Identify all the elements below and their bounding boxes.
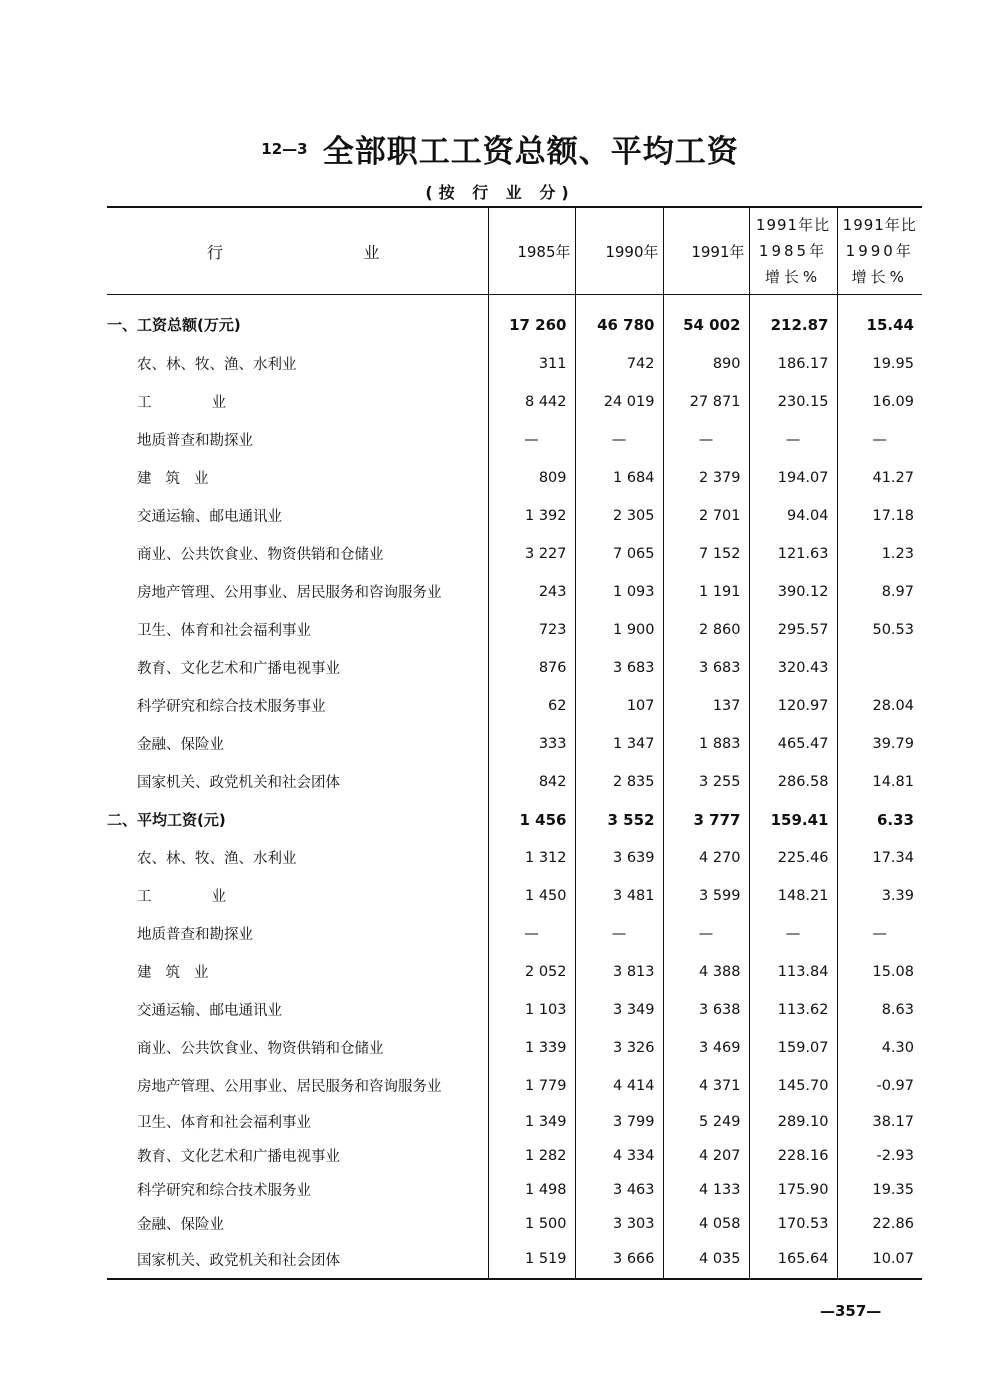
value-1985: 1 103 bbox=[488, 991, 575, 1029]
value-1985: 809 bbox=[488, 459, 575, 497]
industry-label-text: 地质普查和勘探业 bbox=[137, 433, 253, 449]
growth-vs-1985: 145.70 bbox=[749, 1067, 837, 1105]
value-1991: 4 133 bbox=[663, 1173, 749, 1207]
growth-vs-1990: 28.04 bbox=[837, 687, 922, 725]
value-1991: 27 871 bbox=[663, 383, 749, 421]
header-industry-part2: 业 bbox=[363, 242, 380, 262]
value-1991: 4 035 bbox=[663, 1241, 749, 1279]
growth-vs-1990: 19.35 bbox=[837, 1173, 922, 1207]
value-1991: 1 883 bbox=[663, 725, 749, 763]
value-1991: 2 379 bbox=[663, 459, 749, 497]
growth-vs-1985: 113.84 bbox=[749, 953, 837, 991]
value-1991: 4 371 bbox=[663, 1067, 749, 1105]
value-1985: 311 bbox=[488, 345, 575, 383]
growth-vs-1990: 17.34 bbox=[837, 839, 922, 877]
industry-label bbox=[107, 839, 488, 877]
value-1991: 890 bbox=[663, 345, 749, 383]
value-1985: 876 bbox=[488, 649, 575, 687]
value-1985: 8 442 bbox=[488, 383, 575, 421]
table-row bbox=[107, 1067, 922, 1105]
industry-label bbox=[107, 725, 488, 763]
value-1990: 46 780 bbox=[575, 295, 663, 345]
industry-label bbox=[107, 991, 488, 1029]
value-1985: 1 392 bbox=[488, 497, 575, 535]
table-row bbox=[107, 295, 922, 345]
header-growth-line: 增长% bbox=[764, 268, 822, 286]
table-row bbox=[107, 687, 922, 725]
industry-label-text: 工业 bbox=[137, 889, 286, 905]
table-row bbox=[107, 649, 922, 687]
value-1991: 3 683 bbox=[663, 649, 749, 687]
table-title: 全部职工工资总额、平均工资 bbox=[322, 134, 739, 170]
header-row bbox=[107, 207, 922, 295]
industry-label-text: 农、林、牧、渔、水利业 bbox=[137, 357, 297, 373]
table-row bbox=[107, 1029, 922, 1067]
value-1990: 107 bbox=[575, 687, 663, 725]
growth-vs-1990: 8.63 bbox=[837, 991, 922, 1029]
growth-vs-1990: 19.95 bbox=[837, 345, 922, 383]
value-1985: 1 519 bbox=[488, 1241, 575, 1279]
value-1985: 2 052 bbox=[488, 953, 575, 991]
growth-vs-1990: 15.44 bbox=[837, 295, 922, 345]
industry-label-text: 一、工资总额(万元) bbox=[107, 316, 241, 335]
industry-label bbox=[107, 1105, 488, 1139]
growth-vs-1985: 165.64 bbox=[749, 1241, 837, 1279]
industry-label-text: 工业 bbox=[137, 395, 286, 411]
industry-label-text: 二、平均工资(元) bbox=[107, 811, 226, 829]
header-growth-line: 增长% bbox=[851, 268, 908, 286]
growth-vs-1990: 16.09 bbox=[837, 383, 922, 421]
industry-label-text: 金融、保险业 bbox=[137, 737, 224, 753]
value-1990: 24 019 bbox=[575, 383, 663, 421]
growth-vs-1990: 4.30 bbox=[837, 1029, 922, 1067]
industry-label-text: 地质普查和勘探业 bbox=[137, 927, 253, 943]
growth-vs-1985: 113.62 bbox=[749, 991, 837, 1029]
industry-label bbox=[107, 687, 488, 725]
header-1985: 1985年 bbox=[488, 207, 575, 295]
industry-label bbox=[107, 573, 488, 611]
wage-table bbox=[107, 206, 922, 1280]
value-1991: 4 207 bbox=[663, 1139, 749, 1173]
industry-label-text: 教育、文化艺术和广播电视事业 bbox=[137, 661, 340, 677]
industry-label bbox=[107, 535, 488, 573]
industry-label bbox=[107, 1029, 488, 1067]
growth-vs-1990: -2.93 bbox=[837, 1139, 922, 1173]
industry-label-text: 科学研究和综合技术服务事业 bbox=[137, 699, 326, 715]
value-1985: 1 339 bbox=[488, 1029, 575, 1067]
industry-label-text: 交通运输、邮电通讯业 bbox=[137, 1003, 282, 1019]
value-1991: 3 599 bbox=[663, 877, 749, 915]
value-1990: 3 481 bbox=[575, 877, 663, 915]
growth-vs-1985: 390.12 bbox=[749, 573, 837, 611]
industry-label bbox=[107, 345, 488, 383]
header-growth-vs-1985 bbox=[749, 207, 837, 295]
industry-label bbox=[107, 383, 488, 421]
value-1985: 3 227 bbox=[488, 535, 575, 573]
header-1991: 1991年 bbox=[663, 207, 749, 295]
growth-vs-1990: 22.86 bbox=[837, 1207, 922, 1241]
value-1990: 7 065 bbox=[575, 535, 663, 573]
table-row bbox=[107, 915, 922, 953]
value-1985: 842 bbox=[488, 763, 575, 801]
value-1985: — bbox=[488, 421, 575, 459]
value-1990: 1 684 bbox=[575, 459, 663, 497]
value-1991: 2 860 bbox=[663, 611, 749, 649]
industry-label bbox=[107, 763, 488, 801]
table-row bbox=[107, 1207, 922, 1241]
value-1990: — bbox=[575, 421, 663, 459]
industry-label bbox=[107, 295, 488, 345]
value-1990: 3 813 bbox=[575, 953, 663, 991]
industry-label bbox=[107, 649, 488, 687]
value-1990: 1 347 bbox=[575, 725, 663, 763]
value-1991: 2 701 bbox=[663, 497, 749, 535]
header-industry bbox=[107, 207, 488, 295]
value-1991: 4 270 bbox=[663, 839, 749, 877]
growth-vs-1990: — bbox=[837, 915, 922, 953]
growth-vs-1990: 8.97 bbox=[837, 573, 922, 611]
header-growth-line: 1990年 bbox=[845, 242, 914, 260]
value-1991: — bbox=[663, 915, 749, 953]
growth-vs-1990: 38.17 bbox=[837, 1105, 922, 1139]
growth-vs-1985: 194.07 bbox=[749, 459, 837, 497]
industry-label bbox=[107, 953, 488, 991]
growth-vs-1985: 320.43 bbox=[749, 649, 837, 687]
value-1990: 1 900 bbox=[575, 611, 663, 649]
industry-label-text: 商业、公共饮食业、物资供销和仓储业 bbox=[137, 547, 384, 563]
growth-vs-1985: 228.16 bbox=[749, 1139, 837, 1173]
value-1991: 3 255 bbox=[663, 763, 749, 801]
value-1990: 3 639 bbox=[575, 839, 663, 877]
growth-vs-1990: 6.33 bbox=[837, 801, 922, 839]
growth-vs-1985: 230.15 bbox=[749, 383, 837, 421]
value-1990: 2 835 bbox=[575, 763, 663, 801]
value-1985: 333 bbox=[488, 725, 575, 763]
growth-vs-1985: 94.04 bbox=[749, 497, 837, 535]
value-1985: 1 498 bbox=[488, 1173, 575, 1207]
table-row bbox=[107, 535, 922, 573]
value-1990: 4 334 bbox=[575, 1139, 663, 1173]
table-subtitle: (按 行 业 分) bbox=[425, 183, 575, 202]
value-1985: 1 282 bbox=[488, 1139, 575, 1173]
industry-label-text: 房地产管理、公用事业、居民服务和咨询服务业 bbox=[137, 585, 442, 601]
value-1985: 1 500 bbox=[488, 1207, 575, 1241]
table-row bbox=[107, 497, 922, 535]
value-1985: 243 bbox=[488, 573, 575, 611]
value-1991: 3 777 bbox=[663, 801, 749, 839]
industry-label-text: 国家机关、政党机关和社会团体 bbox=[137, 775, 340, 791]
value-1990: 4 414 bbox=[575, 1067, 663, 1105]
table-row bbox=[107, 763, 922, 801]
industry-label-text: 建筑业 bbox=[137, 965, 223, 981]
table-body bbox=[107, 295, 922, 1279]
growth-vs-1985: 465.47 bbox=[749, 725, 837, 763]
industry-label bbox=[107, 801, 488, 839]
header-1990: 1990年 bbox=[575, 207, 663, 295]
value-1990: 2 305 bbox=[575, 497, 663, 535]
value-1990: 3 463 bbox=[575, 1173, 663, 1207]
value-1990: 3 683 bbox=[575, 649, 663, 687]
value-1985: 17 260 bbox=[488, 295, 575, 345]
value-1991: 5 249 bbox=[663, 1105, 749, 1139]
industry-label bbox=[107, 1139, 488, 1173]
table-row bbox=[107, 801, 922, 839]
header-growth-vs-1990 bbox=[837, 207, 922, 295]
industry-label-text: 建筑业 bbox=[137, 471, 223, 487]
value-1991: — bbox=[663, 421, 749, 459]
industry-label-text: 卫生、体育和社会福利事业 bbox=[137, 1115, 311, 1131]
growth-vs-1985: 159.07 bbox=[749, 1029, 837, 1067]
growth-vs-1985: — bbox=[749, 915, 837, 953]
growth-vs-1990: -0.97 bbox=[837, 1067, 922, 1105]
value-1990: 3 799 bbox=[575, 1105, 663, 1139]
industry-label bbox=[107, 877, 488, 915]
table-row bbox=[107, 1105, 922, 1139]
value-1985: 1 779 bbox=[488, 1067, 575, 1105]
growth-vs-1985: 186.17 bbox=[749, 345, 837, 383]
growth-vs-1985: 148.21 bbox=[749, 877, 837, 915]
header-growth-line: 1991年比 bbox=[842, 216, 917, 234]
growth-vs-1985: 289.10 bbox=[749, 1105, 837, 1139]
table-row bbox=[107, 991, 922, 1029]
value-1990: 1 093 bbox=[575, 573, 663, 611]
growth-vs-1990: — bbox=[837, 421, 922, 459]
table-row bbox=[107, 725, 922, 763]
value-1990: 3 349 bbox=[575, 991, 663, 1029]
value-1985: 62 bbox=[488, 687, 575, 725]
page-title bbox=[0, 126, 1000, 171]
table-row bbox=[107, 383, 922, 421]
growth-vs-1990 bbox=[837, 649, 922, 687]
growth-vs-1985: 159.41 bbox=[749, 801, 837, 839]
industry-label-text: 农、林、牧、渔、水利业 bbox=[137, 851, 297, 867]
table-row bbox=[107, 459, 922, 497]
industry-label bbox=[107, 497, 488, 535]
value-1991: 4 388 bbox=[663, 953, 749, 991]
table-row bbox=[107, 1173, 922, 1207]
growth-vs-1990: 1.23 bbox=[837, 535, 922, 573]
value-1990: 3 666 bbox=[575, 1241, 663, 1279]
value-1991: 3 469 bbox=[663, 1029, 749, 1067]
value-1990: 3 552 bbox=[575, 801, 663, 839]
growth-vs-1990: 10.07 bbox=[837, 1241, 922, 1279]
growth-vs-1985: 175.90 bbox=[749, 1173, 837, 1207]
industry-label bbox=[107, 611, 488, 649]
growth-vs-1990: 15.08 bbox=[837, 953, 922, 991]
table-row bbox=[107, 345, 922, 383]
growth-vs-1990: 14.81 bbox=[837, 763, 922, 801]
value-1985: 1 349 bbox=[488, 1105, 575, 1139]
value-1990: 3 303 bbox=[575, 1207, 663, 1241]
growth-vs-1985: 295.57 bbox=[749, 611, 837, 649]
industry-label-text: 金融、保险业 bbox=[137, 1217, 224, 1233]
table-row bbox=[107, 573, 922, 611]
industry-label-text: 房地产管理、公用事业、居民服务和咨询服务业 bbox=[137, 1079, 442, 1095]
growth-vs-1985: 225.46 bbox=[749, 839, 837, 877]
industry-label bbox=[107, 1173, 488, 1207]
table-row bbox=[107, 1139, 922, 1173]
industry-label-text: 教育、文化艺术和广播电视事业 bbox=[137, 1149, 340, 1165]
value-1991: 1 191 bbox=[663, 573, 749, 611]
growth-vs-1990: 39.79 bbox=[837, 725, 922, 763]
industry-label bbox=[107, 459, 488, 497]
growth-vs-1990: 17.18 bbox=[837, 497, 922, 535]
industry-label bbox=[107, 915, 488, 953]
value-1990: — bbox=[575, 915, 663, 953]
table-row bbox=[107, 421, 922, 459]
industry-label bbox=[107, 1207, 488, 1241]
industry-label bbox=[107, 1067, 488, 1105]
value-1991: 4 058 bbox=[663, 1207, 749, 1241]
value-1985: — bbox=[488, 915, 575, 953]
value-1985: 1 450 bbox=[488, 877, 575, 915]
value-1991: 3 638 bbox=[663, 991, 749, 1029]
table-row bbox=[107, 611, 922, 649]
industry-label bbox=[107, 1241, 488, 1279]
industry-label-text: 科学研究和综合技术服务业 bbox=[137, 1183, 311, 1199]
growth-vs-1985: 121.63 bbox=[749, 535, 837, 573]
table-row bbox=[107, 877, 922, 915]
value-1985: 723 bbox=[488, 611, 575, 649]
growth-vs-1990: 50.53 bbox=[837, 611, 922, 649]
value-1985: 1 312 bbox=[488, 839, 575, 877]
header-growth-line: 1985年 bbox=[758, 242, 828, 260]
table-row bbox=[107, 1241, 922, 1279]
value-1990: 742 bbox=[575, 345, 663, 383]
growth-vs-1985: 212.87 bbox=[749, 295, 837, 345]
value-1991: 7 152 bbox=[663, 535, 749, 573]
value-1985: 1 456 bbox=[488, 801, 575, 839]
industry-label bbox=[107, 421, 488, 459]
header-growth-line: 1991年比 bbox=[755, 216, 831, 234]
table-number: 12—3 bbox=[261, 139, 308, 158]
industry-label-text: 交通运输、邮电通讯业 bbox=[137, 509, 282, 525]
value-1991: 137 bbox=[663, 687, 749, 725]
growth-vs-1985: 286.58 bbox=[749, 763, 837, 801]
growth-vs-1985: 120.97 bbox=[749, 687, 837, 725]
value-1991: 54 002 bbox=[663, 295, 749, 345]
value-1990: 3 326 bbox=[575, 1029, 663, 1067]
growth-vs-1990: 41.27 bbox=[837, 459, 922, 497]
header-industry-part1: 行 bbox=[207, 242, 224, 262]
growth-vs-1985: — bbox=[749, 421, 837, 459]
industry-label-text: 国家机关、政党机关和社会团体 bbox=[137, 1252, 340, 1269]
table-row bbox=[107, 839, 922, 877]
page-number: —357— bbox=[820, 1302, 882, 1320]
industry-label-text: 商业、公共饮食业、物资供销和仓储业 bbox=[137, 1041, 384, 1057]
growth-vs-1985: 170.53 bbox=[749, 1207, 837, 1241]
table-row bbox=[107, 953, 922, 991]
growth-vs-1990: 3.39 bbox=[837, 877, 922, 915]
industry-label-text: 卫生、体育和社会福利事业 bbox=[137, 623, 311, 639]
